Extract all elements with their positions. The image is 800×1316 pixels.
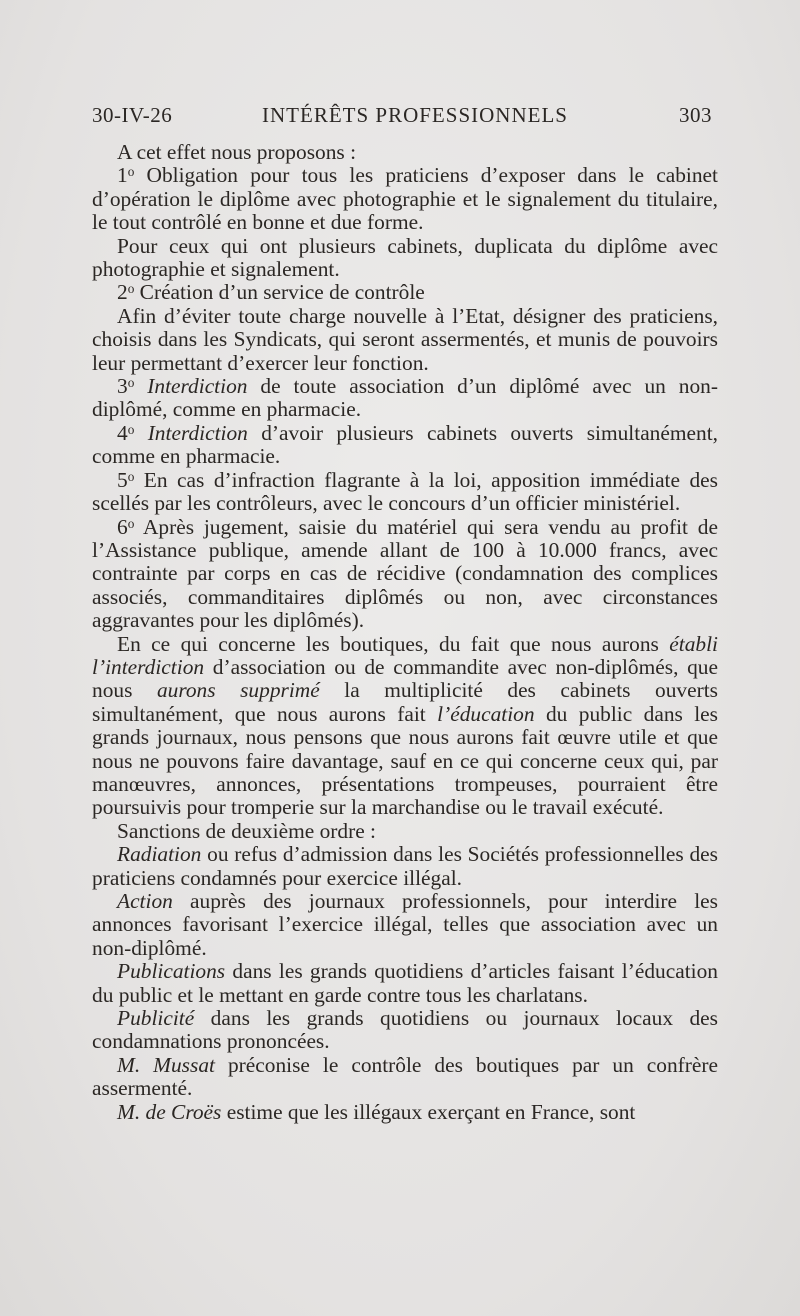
paragraph-radiation: Radiation ou refus d’admission dans les Sociétés professionnelles des praticiens condamnés pour exercice illégal. (92, 842, 718, 890)
paragraph-sanctions: Sanctions de deuxième ordre : (117, 818, 376, 843)
paragraph-item-3: 3$^o$ Interdiction de toute association d’un diplômé avec un non-diplômé, comme en pharmacie. (92, 374, 718, 422)
header-title: INTÉRÊTS PROFESSIONNELS (262, 103, 568, 127)
header-date: 30-IV-26 (92, 103, 173, 127)
paragraph-mussat: M. Mussat préconise le contrôle des boutiques par un confrère assermenté. (92, 1052, 718, 1101)
paragraph-afin: Afin d’éviter toute charge nouvelle à l’Etat, désigner des praticiens, choisis dans les Syndicats, qui seront assermentés, et munis de pouvoirs leur permettant d’exercer leur fonction. (92, 303, 718, 375)
paragraph-action: Action auprès des journaux professionnels, pour interdire les annonces favorisant l’exercice illégal, telles que association avec un non-diplômé. (92, 889, 718, 960)
paragraph-publications: Publications dans les grands quotidiens d’articles faisant l’éducation du public et le mettant en garde contre tous les charlatans. (92, 959, 718, 1007)
running-header (92, 103, 712, 135)
paragraph-item-2: 2$^o$ Création d’un service de contrôle (117, 280, 425, 305)
body-text (92, 141, 718, 1124)
paragraph-boutiques: En ce qui concerne les boutiques, du fait que nous aurons établi l’interdiction d’association ou de commandite avec non-diplômés, que nous aurons supprimé la multiplicité des cabinets ouverts simultanément, que nous aurons fait l’éducation du public dans les grands journaux, nous pensons que nous aurons fait œuvre utile et que nous ne pouvons faire davantage, sauf en ce qui concerne ceux qui, par manœuvres, annonces, présentations trompeuses, pourraient être poursuivis pour tromperie sur la marchandise ou le travail exécuté. (92, 631, 719, 820)
paragraph-de-croes: M. de Croës estime que les illégaux exerçant en France, sont (117, 1099, 636, 1124)
paragraph-publicite: Publicité dans les grands quotidiens ou journaux locaux des condamnations prononcées. (92, 1006, 718, 1054)
paragraph-item-1: 1$^o$ Obligation pour tous les praticiens d’exposer dans le cabinet d’opération le diplôme avec photographie et le signalement du titulaire, le tout contrôlé en bonne et due forme. (92, 163, 718, 235)
paragraph-item-6: 6$^o$ Après jugement, saisie du matériel qui sera vendu au profit de l’Assistance publique, amende allant de 100 à 10.000 francs, avec contrainte par corps en cas de récidive (condamnation des complices associés, commanditaires diplômés ou non, avec circonstances aggravantes pour les diplômés). (92, 514, 718, 633)
page-number: 303 (679, 103, 712, 127)
paragraph-item-5: 5$^o$ En cas d’infraction flagrante à la loi, apposition immédiate des scellés par les contrôleurs, avec le concours d’un officier ministériel. (92, 467, 718, 516)
paragraph-duplicata: Pour ceux qui ont plusieurs cabinets, duplicata du diplôme avec photographie et signalement. (92, 233, 718, 282)
paragraph-intro: A cet effet nous proposons : (117, 140, 357, 164)
paragraph-item-4: 4$^o$ Interdiction d’avoir plusieurs cabinets ouverts simultanément, comme en pharmacie. (92, 420, 718, 469)
